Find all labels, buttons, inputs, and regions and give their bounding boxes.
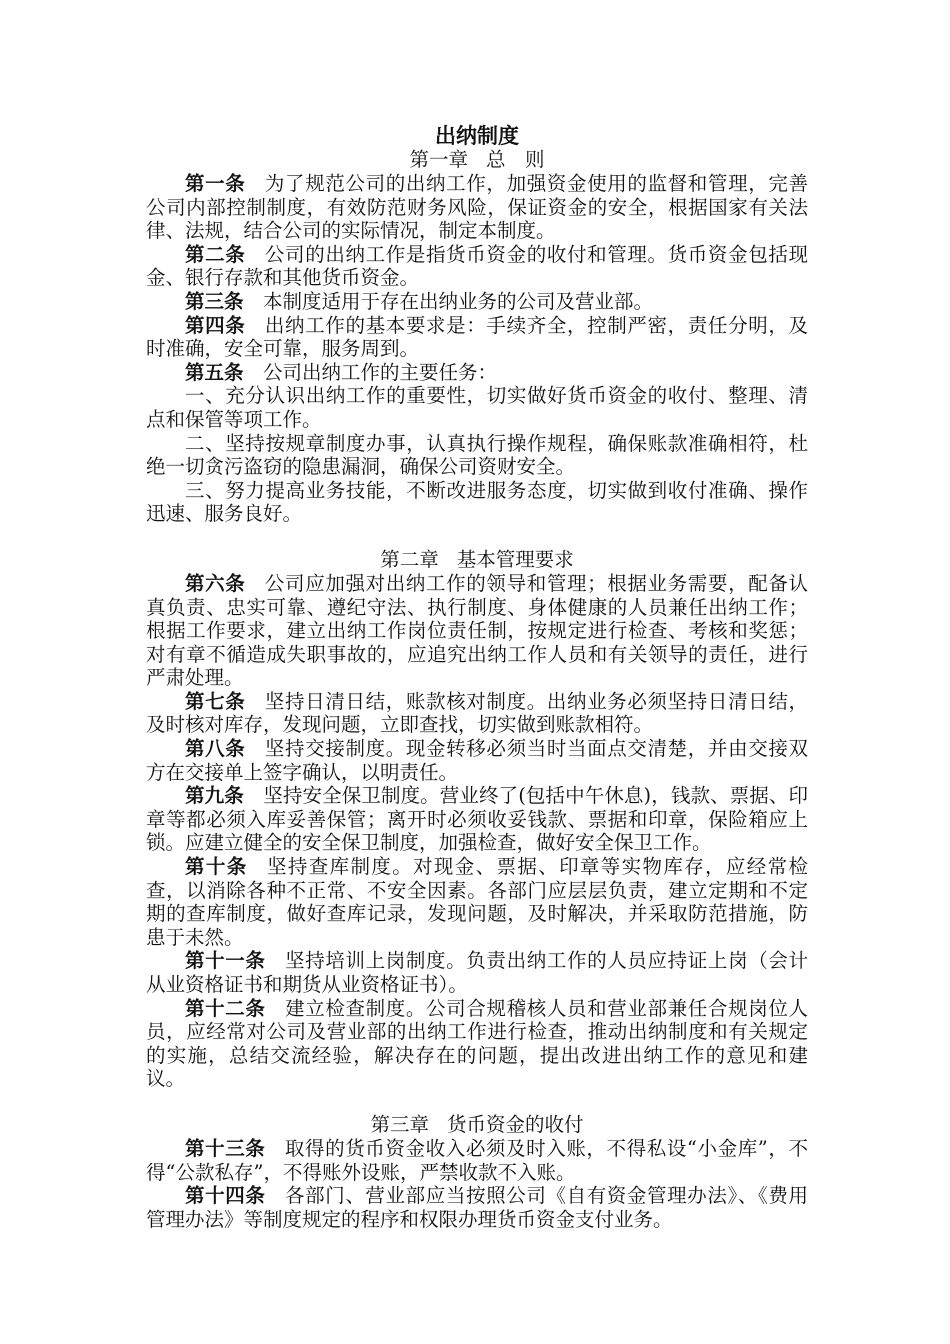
article-number: 第十四条 (185, 1184, 266, 1208)
chapter-heading (146, 548, 808, 572)
article-number: 第八条 (185, 737, 246, 761)
chapter-name: 基本管理要求 (456, 547, 574, 571)
article-number: 第五条 (185, 360, 244, 384)
article-text: 公司出纳工作的主要任务： (263, 360, 498, 384)
article (146, 243, 808, 290)
document-page (146, 124, 808, 1231)
article-number: 第九条 (185, 784, 244, 808)
article-text: 坚持安全保卫制度。营业终了(包括中午休息)，钱款、票据、印章等都必须入库妥善保管；离开时必须收妥钱款、票据和印章，保险箱应上锁。应建立健全的安全保卫制度，加强检查，做好安全保卫工作。 (146, 784, 808, 855)
article (146, 784, 808, 855)
article-number: 第三条 (185, 289, 244, 313)
article (146, 1137, 808, 1184)
list-item: 一、充分认识出纳工作的重要性，切实做好货币资金的收付、整理、清点和保管等项工作。 (146, 384, 808, 431)
chapter-name: 货币资金的收付 (447, 1112, 584, 1136)
article-number: 第十三条 (185, 1136, 266, 1160)
chapter-number: 第二章 (380, 547, 439, 571)
article-number: 第四条 (185, 313, 246, 337)
article-number: 第一条 (185, 172, 246, 195)
chapter-heading (146, 1113, 808, 1137)
article-text: 各部门、营业部应当按照公司《自有资金管理办法》、《费用管理办法》等制度规定的程序和权限办理货币资金支付业务。 (146, 1184, 808, 1231)
article-text: 坚持日清日结，账款核对制度。出纳业务必须坚持日清日结，及时核对库存，发现问题，立即查找，切实做到账款相符。 (146, 689, 808, 737)
article-number: 第二条 (185, 242, 246, 266)
article (146, 690, 808, 737)
article-text: 建立检查制度。公司合规稽核人员和营业部兼任合规岗位人员，应经常对公司及营业部的出纳工作进行检查，推动出纳制度和有关规定的实施，总结交流经验，解决存在的问题，提出改进出纳工作的意见和建议。 (146, 996, 808, 1091)
article (146, 361, 808, 385)
article (146, 314, 808, 361)
chapter-number: 第一章 (409, 148, 468, 171)
article (146, 572, 808, 690)
article (146, 1184, 808, 1231)
article-text: 坚持培训上岗制度。负责出纳工作的人员应持证上岗（会计从业资格证书和期货从业资格证书）。 (146, 949, 808, 996)
article (146, 172, 808, 243)
article-text: 取得的货币资金收入必须及时入账，不得私设“小金库”，不得“公款私存”，不得账外设账，严禁收款不入账。 (146, 1136, 808, 1184)
document-title: 出纳制度 (435, 124, 519, 148)
article-number: 第十二条 (185, 996, 266, 1020)
article-number: 第七条 (185, 689, 246, 713)
chapter-name: 总 则 (486, 148, 545, 171)
article (146, 949, 808, 996)
article-number: 第十条 (185, 855, 248, 879)
article-text: 出纳工作的基本要求是：手续齐全，控制严密，责任分明，及时准确，安全可靠，服务周到。 (146, 313, 808, 361)
article (146, 997, 808, 1091)
article-text: 坚持查库制度。对现金、票据、印章等实物库存，应经常检查，以消除各种不正常、不安全因素。各部门应层层负责，建立定期和不定期的查库制度，做好查库记录，发现问题，及时解决，并采取防范措施，防患于未然。 (146, 855, 808, 949)
list-item: 二、坚持按规章制度办事，认真执行操作规程，确保账款准确相符，杜绝一切贪污盗窃的隐患漏洞，确保公司资财安全。 (146, 431, 808, 479)
article-text: 坚持交接制度。现金转移必须当时当面点交清楚，并由交接双方在交接单上签字确认，以明责任。 (146, 737, 808, 784)
list-item: 三、努力提高业务技能，不断改进服务态度，切实做到收付准确、操作迅速、服务良好。 (146, 478, 808, 526)
article-text: 公司的出纳工作是指货币资金的收付和管理。货币资金包括现金、银行存款和其他货币资金。 (146, 242, 808, 290)
article-text: 公司应加强对出纳工作的领导和管理；根据业务需要，配备认真负责、忠实可靠、遵纪守法、执行制度、身体健康的人员兼任出纳工作；根据工作要求，建立出纳工作岗位责任制，按规定进行检查、考核和奖惩；对有章不循造成失职事故的，应追究出纳工作人员和有关领导的责任，进行严肃处理。 (146, 571, 808, 690)
article (146, 855, 808, 949)
article (146, 737, 808, 784)
chapter-heading (146, 148, 808, 172)
article-text: 本制度适用于存在出纳业务的公司及营业部。 (263, 289, 654, 313)
article-text: 为了规范公司的出纳工作，加强资金使用的监督和管理，完善公司内部控制制度，有效防范财务风险，保证资金的安全，根据国家有关法律、法规，结合公司的实际情况，制定本制度。 (146, 172, 808, 243)
article-number: 第六条 (185, 571, 246, 595)
chapter-number: 第三章 (370, 1112, 429, 1136)
article (146, 290, 808, 314)
article-number: 第十一条 (185, 949, 266, 973)
